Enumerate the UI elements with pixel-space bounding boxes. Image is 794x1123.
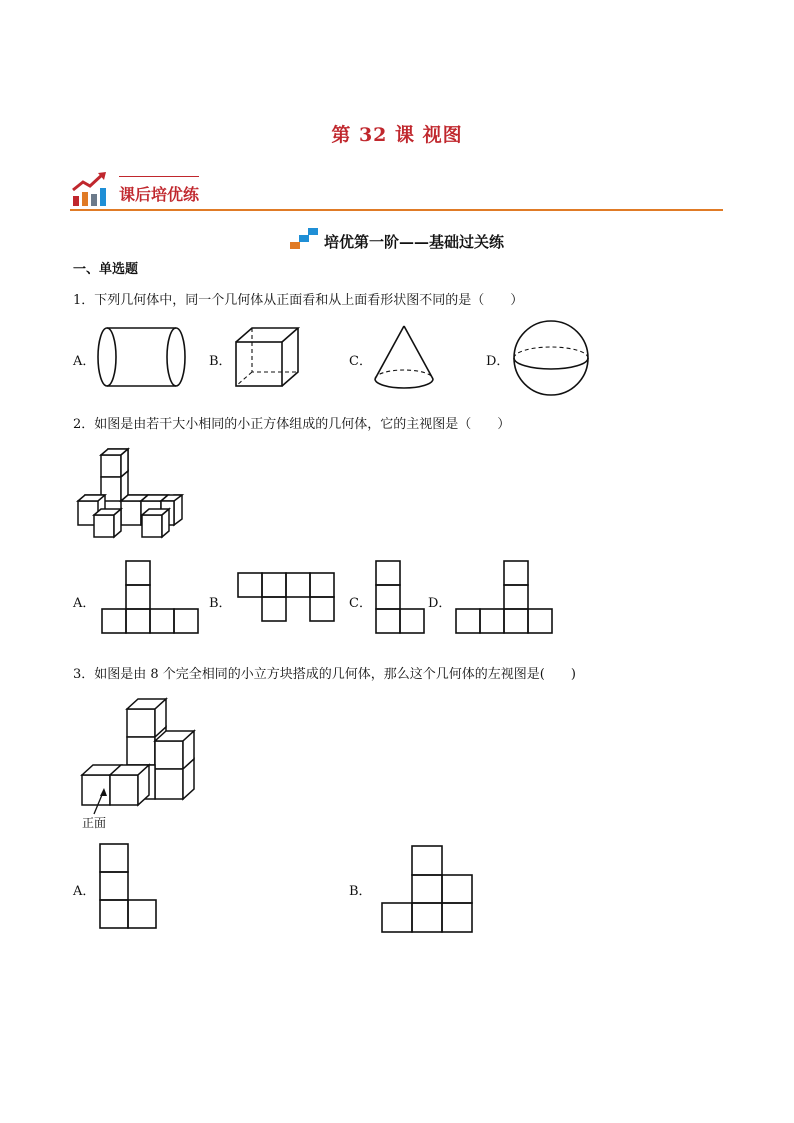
sphere-icon: [512, 320, 590, 396]
cone-icon: [372, 324, 436, 390]
q3-option-b-view: [380, 845, 473, 933]
front-label: 正面: [82, 816, 107, 830]
q3-option-b-label: B．: [349, 884, 372, 899]
page-title: 第 32 课 视图: [331, 124, 463, 146]
q1-option-b-label: B．: [209, 354, 232, 369]
section-rule: [70, 209, 723, 211]
q2-option-d-label: D．: [428, 596, 452, 611]
question-3-stem: 3．如图是由 8 个完全相同的小立方块搭成的几何体，那么这个几何体的左视图是( ): [73, 667, 576, 682]
q2-option-c-label: C．: [349, 596, 372, 611]
cylinder-icon: [96, 326, 190, 388]
section-label: 课后培优练: [119, 185, 200, 204]
cube-icon: [234, 326, 300, 388]
q1-option-c-label: C．: [349, 354, 372, 369]
q2-cube-stack-figure: [76, 445, 186, 541]
section-top-line: [119, 176, 199, 177]
q2-option-c-view: [375, 560, 425, 634]
q2-option-b-view: [237, 572, 335, 622]
stage-title-row: [0, 228, 794, 252]
q2-option-d-view: [455, 560, 553, 634]
stairs-icon: [290, 228, 320, 250]
q3-option-a-view: [99, 843, 157, 930]
q2-option-a-view: [101, 560, 199, 634]
q1-option-a-label: A．: [73, 354, 96, 369]
q2-option-a-label: A．: [73, 596, 96, 611]
q1-option-d-label: D．: [486, 354, 510, 369]
q3-option-a-label: A．: [73, 884, 96, 899]
bar-chart-icon: [70, 170, 110, 208]
column-cube-top: [101, 449, 128, 477]
stage-title: 培优第一阶——基础过关练: [323, 233, 504, 251]
front-arrow-icon: [90, 786, 110, 816]
part-title: 一、单选题: [73, 262, 139, 277]
question-2-stem: 2．如图是由若干大小相同的小正方体组成的几何体，它的主视图是（ ）: [73, 417, 511, 432]
question-1-stem: 1．下列几何体中，同一个几何体从正面看和从上面看形状图不同的是（ ）: [73, 293, 524, 308]
q2-option-b-label: B．: [209, 596, 232, 611]
